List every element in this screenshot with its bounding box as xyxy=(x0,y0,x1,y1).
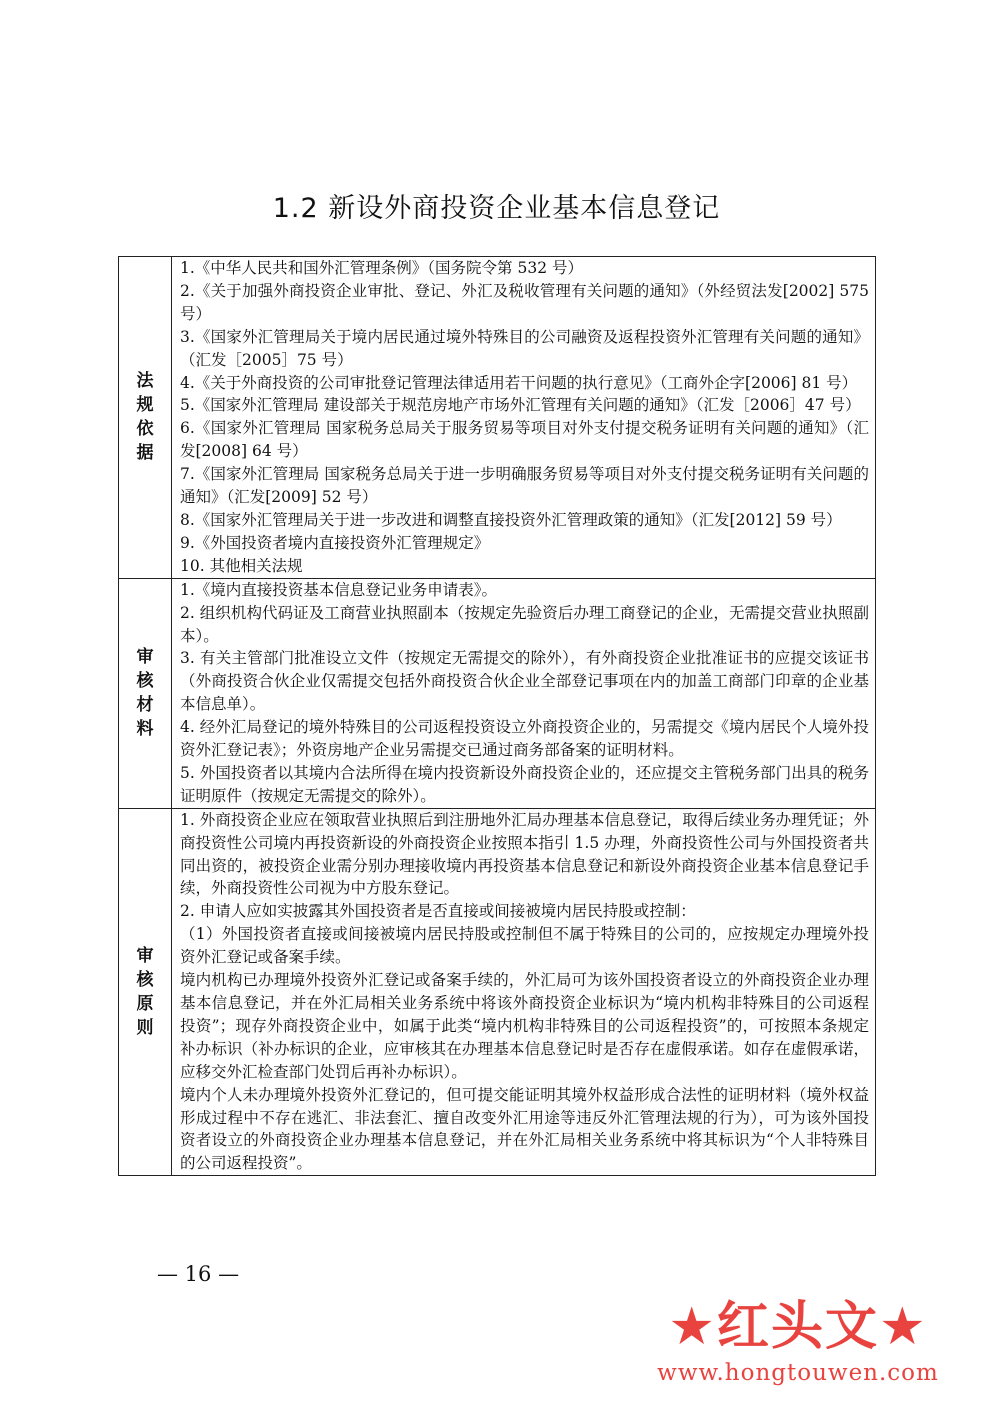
list-item: 5. 外国投资者以其境内合法所得在境内投资新设外商投资企业的，还应提交主管税务部门出具的税务证明原件（按规定无需提交的除外）。 xyxy=(180,763,869,805)
list-item: 4.《关于外商投资的公司审批登记管理法律适用若干问题的执行意见》（工商外企字[2006] 81 号） xyxy=(180,373,858,392)
table-row-review-materials xyxy=(119,578,876,808)
section-label-review-principles: 审核原则 xyxy=(119,808,172,1176)
list-item: 境内个人未办理境外投资外汇登记的，但可提交能证明其境外权益形成合法性的证明材料（境外权益形成过程中不存在逃汇、非法套汇、擅自改变外汇用途等违反外汇管理法规的行为），可为该外国投资者设立的外商投资企业办理基本信息登记，并在外汇局相关业务系统中将其标识为“个人非特殊目的公司返程投资”。 xyxy=(180,1085,869,1173)
regulation-table xyxy=(118,256,876,1176)
section-content-review-principles xyxy=(172,808,876,1176)
watermark-title: ★红头文★ xyxy=(668,1297,928,1357)
list-item: 4. 经外汇局登记的境外特殊目的公司返程投资设立外商投资企业的，另需提交《境内居民个人境外投资外汇登记表》；外资房地产企业另需提交已通过商务部备案的证明材料。 xyxy=(180,718,869,760)
list-item: 1.《境内直接投资基本信息登记业务申请表》。 xyxy=(180,580,498,599)
list-item: （1）外国投资者直接或间接被境内居民持股或控制但不属于特殊目的公司的，应按规定办理境外投资外汇登记或备案手续。 xyxy=(180,925,869,967)
list-item: 3.《国家外汇管理局关于境内居民通过境外特殊目的公司融资及返程投资外汇管理有关问题的通知》（汇发［2005］75 号） xyxy=(180,327,869,369)
list-item: 1. 外商投资企业应在领取营业执照后到注册地外汇局办理基本信息登记，取得后续业务办理凭证；外商投资性公司境内再投资新设的外商投资企业按照本指引 1.5 办理，外商投资性公司与外国投资者共同出资的，被投资企业需分别办理接收境内再投资基本信息登记和新设外商投资企业基本信息登记手续，外商投资性公司视为中方股东登记。 xyxy=(180,810,869,898)
list-item: 1.《中华人民共和国外汇管理条例》（国务院令第 532 号） xyxy=(180,259,583,277)
list-item: 2.《关于加强外商投资企业审批、登记、外汇及税收管理有关问题的通知》（外经贸法发[2002] 575 号） xyxy=(180,281,869,323)
list-item: 境内机构已办理境外投资外汇登记或备案手续的，外汇局可为该外国投资者设立的外商投资企业办理基本信息登记，并在外汇局相关业务系统中将该外商投资企业标识为“境内机构非特殊目的公司返程投资”；现存外商投资企业中，如属于此类“境内机构非特殊目的公司返程投资”的，可按照本条规定补办标识（补办标识的企业，应审核其在办理基本信息登记时是否存在虚假承诺。如存在虚假承诺，应移交外汇检查部门处罚后再补办标识）。 xyxy=(180,971,869,1081)
section-label-legal-basis: 法规依据 xyxy=(119,257,172,579)
table-row-review-principles xyxy=(119,808,876,1176)
section-content-legal-basis xyxy=(172,257,876,579)
list-item: 5.《国家外汇管理局 建设部关于规范房地产市场外汇管理有关问题的通知》（汇发［2006］47 号） xyxy=(180,396,861,415)
list-item: 3. 有关主管部门批准设立文件（按规定无需提交的除外），有外商投资企业批准证书的应提交该证书（外商投资合伙企业仅需提交包括外商投资合伙企业全部登记事项在内的加盖工商部门印章的企业基本信息单）。 xyxy=(180,649,869,714)
list-item: 9.《外国投资者境内直接投资外汇管理规定》 xyxy=(180,533,490,552)
section-content-review-materials xyxy=(172,578,876,808)
list-item: 2. 组织机构代码证及工商营业执照副本（按规定先验资后办理工商登记的企业，无需提交营业执照副本）。 xyxy=(180,603,869,645)
watermark-url: www.hongtouwen.com xyxy=(657,1360,939,1386)
list-item: 10. 其他相关法规 xyxy=(180,556,303,575)
section-label-review-materials: 审核材料 xyxy=(119,578,172,808)
table-row-legal-basis xyxy=(119,257,876,579)
list-item: 8.《国家外汇管理局关于进一步改进和调整直接投资外汇管理政策的通知》（汇发[2012] 59 号） xyxy=(180,510,842,529)
list-item: 7.《国家外汇管理局 国家税务总局关于进一步明确服务贸易等项目对外支付提交税务证明有关问题的通知》（汇发[2009] 52 号） xyxy=(180,465,869,507)
page-title: 1.2 新设外商投资企业基本信息登记 xyxy=(272,193,721,224)
watermark xyxy=(613,1296,983,1396)
page-number: — 16 — xyxy=(157,1262,240,1286)
list-item: 6.《国家外汇管理局 国家税务总局关于服务贸易等项目对外支付提交税务证明有关问题的通知》（汇发[2008] 64 号） xyxy=(180,419,869,461)
list-item: 2. 申请人应如实披露其外国投资者是否直接或间接被境内居民持股或控制： xyxy=(180,902,696,921)
